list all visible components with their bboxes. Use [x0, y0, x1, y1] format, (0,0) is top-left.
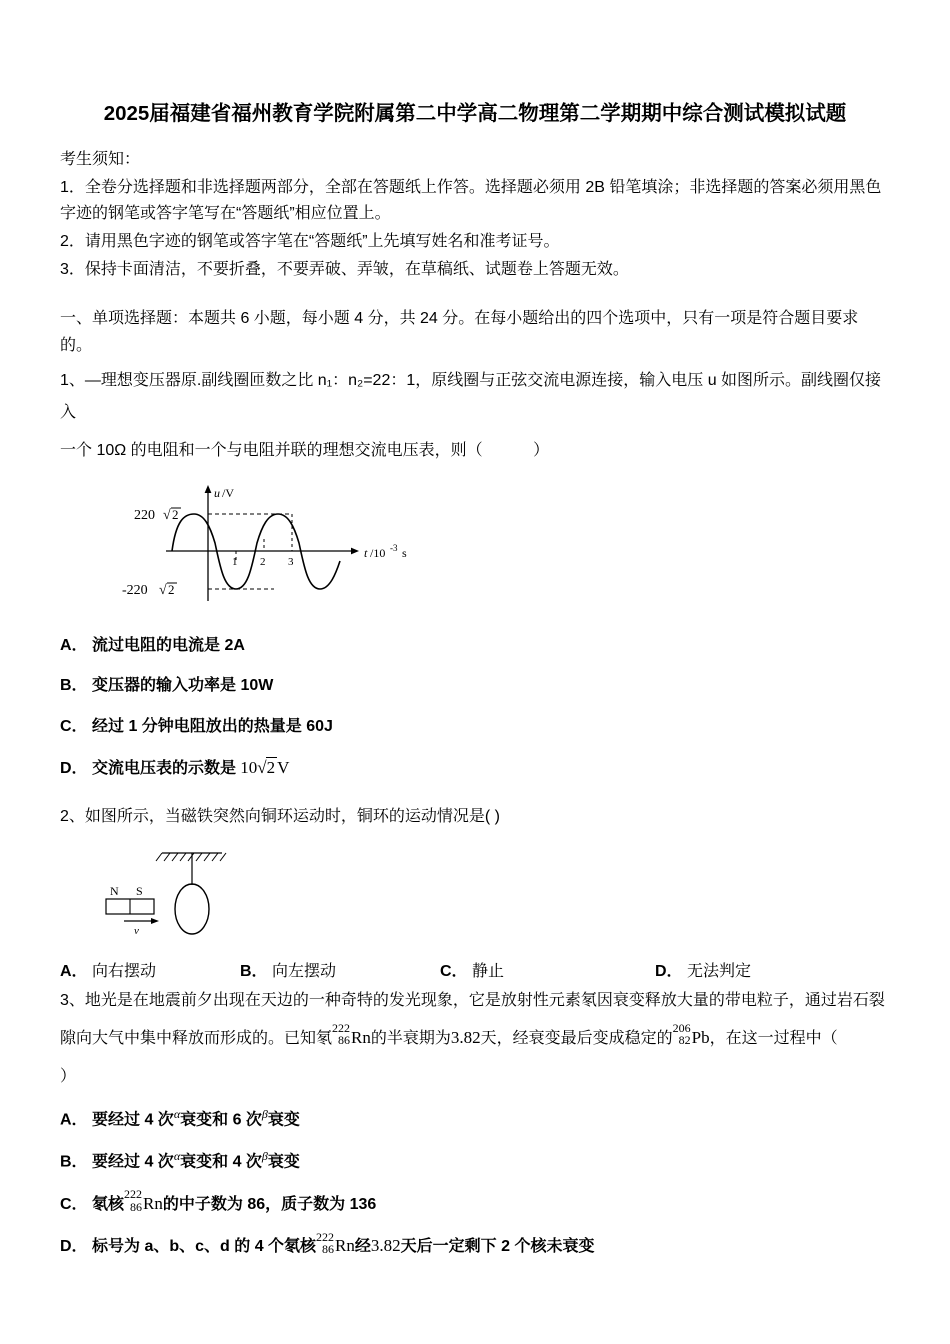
isotope-pb-206	[673, 1022, 691, 1047]
option-text: 向右摆动	[92, 962, 157, 980]
question-3-stem-line3: ）	[60, 1067, 77, 1085]
question-3	[60, 987, 890, 1263]
q3-stem-c: 天，经衰变最后变成稳定的	[480, 1029, 673, 1047]
option-key: C．	[60, 717, 88, 735]
option-text-pre: 标号为 a、b、c、d 的 4 个氡核	[92, 1238, 317, 1256]
question-1-number: 1、	[60, 372, 85, 389]
question-3-option-c	[60, 1188, 890, 1220]
iso-element: Rn	[351, 1027, 371, 1047]
svg-text:1: 1	[232, 556, 238, 568]
question-2-stem-text: 如图所示，当磁铁突然向铜环运动时，铜环的运动情况是( )	[84, 807, 501, 825]
isotope-rn-222	[316, 1231, 334, 1256]
iso-element: Rn	[335, 1236, 355, 1256]
svg-text:220: 220	[134, 508, 155, 523]
iso-atomic-number: 86	[338, 1033, 351, 1048]
option-text-mid: 经	[354, 1238, 371, 1256]
question-3-option-b	[60, 1145, 890, 1178]
option-text-post: 衰变	[267, 1153, 300, 1171]
iso-atomic-number: 86	[322, 1242, 335, 1257]
option-text-mid: 衰变和 6 次	[180, 1110, 262, 1128]
question-2-number: 2、	[60, 807, 85, 825]
q3-stem-a: 隙向大气中集中释放而形成的。已知氡	[60, 1029, 333, 1047]
svg-text:S: S	[136, 883, 143, 898]
svg-text:/10: /10	[370, 546, 386, 560]
svg-text:2: 2	[168, 582, 175, 597]
beta-symbol: β	[261, 1106, 268, 1121]
option-text: 静止	[472, 962, 505, 980]
option-key: A．	[60, 962, 88, 980]
option-key: A．	[60, 1110, 88, 1128]
option-key: B．	[60, 1153, 88, 1171]
svg-text:/V: /V	[222, 486, 234, 500]
option-key: C．	[60, 1196, 88, 1213]
alpha-symbol: α	[173, 1149, 181, 1164]
option-text-pre: 要经过 4 次	[92, 1110, 174, 1128]
svg-text:v: v	[134, 924, 139, 937]
question-1-option-c	[60, 712, 890, 742]
question-2-options	[60, 958, 890, 981]
svg-text:3: 3	[288, 556, 294, 568]
iso-element: Pb	[691, 1027, 710, 1047]
option-text: 经过 1 分钟电阻放出的热量是 60J	[92, 717, 333, 735]
option-text-pre: 氡核	[92, 1196, 125, 1213]
beta-symbol: β	[261, 1149, 268, 1164]
question-1-option-a	[60, 631, 890, 661]
option-key: D．	[60, 760, 88, 778]
question-1-stem	[60, 365, 890, 429]
notice-heading: 考生须知：	[60, 151, 141, 168]
q3-stem-d: ，在这一过程中（	[709, 1029, 838, 1047]
iso-element: Rn	[143, 1194, 163, 1213]
question-3-option-a	[60, 1103, 890, 1136]
iso-atomic-number: 86	[130, 1199, 143, 1214]
svg-text:2: 2	[172, 507, 179, 522]
option-text: 流过电阻的电流是 2A	[92, 637, 245, 654]
question-1-stem-line2-post: ）	[533, 442, 550, 459]
half-life-value: 3.82	[370, 1236, 401, 1256]
notice-line-3: 3．保持卡面清洁，不要折叠，不要弄破、弄皱，在草稿纸、试题卷上答题无效。	[60, 260, 629, 278]
option-key: B．	[240, 962, 268, 980]
option-text: 交流电压表的示数是	[92, 760, 237, 778]
question-1-stem-line2	[60, 435, 890, 467]
option-key: D．	[655, 962, 683, 980]
question-2-option-d	[655, 958, 751, 981]
question-1-option-d	[60, 752, 890, 784]
svg-text:2: 2	[260, 556, 266, 568]
notice-line-2: 2．请用黑色字迹的钢笔或答字笔在“答题纸”上先填写姓名和准考证号。	[60, 232, 560, 250]
alpha-symbol: α	[173, 1106, 181, 1121]
iso-mass-number: 222	[332, 1020, 351, 1035]
svg-text:-3: -3	[390, 543, 398, 553]
svg-text:√: √	[163, 508, 171, 523]
option-text-post: 天后一定剩下 2 个核未衰变	[400, 1238, 595, 1256]
option-text: 向左摆动	[272, 962, 337, 980]
question-1-stem-line2-pre: 一个 10Ω 的电阻和一个与电阻并联的理想交流电压表，则（	[60, 442, 483, 459]
iso-mass-number: 222	[316, 1229, 335, 1244]
question-1	[60, 365, 890, 785]
question-3-option-d	[60, 1230, 890, 1262]
option-text-pre: 要经过 4 次	[92, 1153, 174, 1171]
question-1-figure	[96, 481, 516, 621]
iso-mass-number: 222	[124, 1187, 143, 1202]
option-d-math: 10√2 V	[236, 758, 290, 778]
svg-text:N: N	[110, 883, 119, 898]
question-2-option-c	[440, 958, 655, 981]
question-3-stem-line1	[60, 987, 890, 1015]
option-key: B．	[60, 677, 88, 695]
option-text-post: 的中子数为 86，质子数为 136	[162, 1196, 377, 1213]
option-key: C．	[440, 962, 468, 980]
question-2	[60, 803, 890, 981]
option-text: 无法判定	[687, 962, 752, 980]
question-1-stem-line1: —理想变压器原.副线圈匝数之比 n₁：n₂=22：1，原线圈与正弦交流电源连接，输入电压 u 如图所示。副线圈仅接入	[60, 372, 882, 421]
sine-wave-graph-icon	[96, 481, 516, 621]
svg-text:-220: -220	[122, 583, 148, 598]
option-text-mid: 衰变和 4 次	[180, 1153, 262, 1171]
question-2-option-b	[240, 958, 440, 981]
section-heading: 一、单项选择题：本题共 6 小题，每小题 4 分，共 24 分。在每小题给出的四个选项中，只有一项是符合题目要求的。	[60, 309, 859, 354]
q3-stem-b: 的半衰期为	[370, 1029, 451, 1047]
page-title: 2025届福建省福州教育学院附属第二中学高二物理第二学期期中综合测试模拟试题	[103, 102, 847, 125]
isotope-rn-222	[124, 1188, 142, 1213]
svg-text:s: s	[402, 546, 407, 560]
question-2-figure	[70, 841, 370, 946]
question-1-option-b	[60, 671, 890, 701]
half-life-value: 3.82	[450, 1027, 481, 1047]
option-text-post: 衰变	[267, 1110, 300, 1128]
question-3-number: 3、	[60, 991, 85, 1009]
svg-text:√: √	[159, 583, 167, 598]
question-3-stem-line2	[60, 1021, 890, 1055]
svg-text:t: t	[364, 546, 368, 560]
option-text: 变压器的输入功率是 10W	[92, 677, 274, 695]
iso-mass-number: 206	[672, 1020, 691, 1035]
option-key: A．	[60, 637, 88, 654]
option-key: D．	[60, 1238, 88, 1256]
iso-atomic-number: 82	[678, 1033, 691, 1048]
question-2-stem	[60, 803, 890, 831]
svg-text:u: u	[214, 486, 220, 500]
magnet-and-ring-icon	[70, 841, 370, 946]
question-2-option-a	[60, 958, 240, 981]
isotope-rn-222	[332, 1022, 350, 1047]
question-3-stem-text: 地光是在地震前夕出现在天边的一种奇特的发光现象，它是放射性元素氡因衰变释放大量的带电粒子，通过岩石裂	[84, 991, 885, 1009]
notice-line-1: 1．全卷分选择题和非选择题两部分，全部在答题纸上作答。选择题必须用 2B 铅笔填涂；非选择题的答案必须用黑色字迹的钢笔或答字笔写在“答题纸”相应位置上。	[60, 179, 882, 222]
